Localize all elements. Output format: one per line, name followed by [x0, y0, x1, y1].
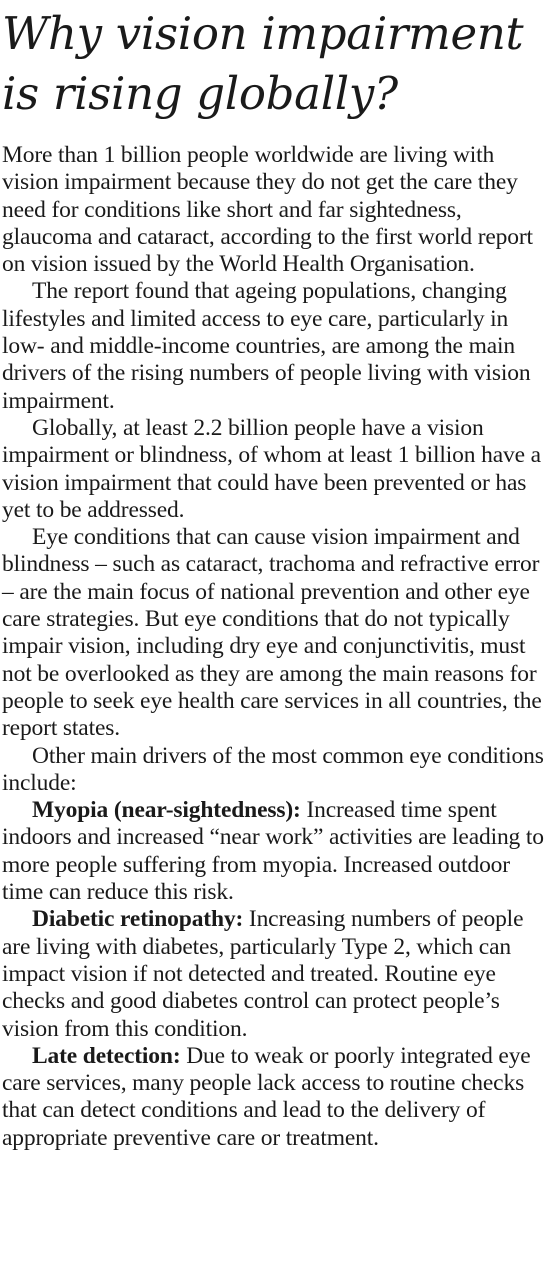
- paragraph-text: Globally, at least 2.2 billion people have a vision impairment or blindness, of whom at least 1 billion have a vision impairment that could have been prevented or has yet to be addressed.: [2, 414, 541, 523]
- paragraph-diabetic-retinopathy: [2, 906, 554, 1042]
- paragraph-text: Increasing numbers of people are living with diabetes, particularly Type 2, which can impact vision if not detected and treated. Routine eye checks and good diabetes control can protect people’s vision from this condition.: [2, 906, 524, 1042]
- paragraph-text: The report found that ageing populations, changing lifestyles and limited access to eye care, particularly in low- and middle-income countries, are among the main drivers of the rising numbers of people living with vision impairment.: [2, 278, 531, 414]
- paragraph-eye-conditions: [2, 524, 554, 742]
- paragraph-other-drivers: [2, 743, 554, 798]
- article-body: [2, 142, 554, 1152]
- paragraph-lead: Diabetic retinopathy:: [32, 906, 244, 933]
- paragraph-text: Due to weak or poorly integrated eye care services, many people lack access to routine checks that can detect conditions and lead to the delivery of appropriate preventive care or treatment.: [2, 1042, 531, 1151]
- paragraph-text: Increased time spent indoors and increased “near work” activities are leading to more people suffering from myopia. Increased outdoor time can reduce this risk.: [2, 797, 544, 906]
- paragraph-lead: Myopia (near-sightedness):: [32, 797, 301, 824]
- paragraph-text: Eye conditions that can cause vision impairment and blindness – such as cataract, trachoma and refractive error – are the main focus of national prevention and other eye care strategies. But eye conditions that do not typically impair vision, including dry eye and conjunctivitis, must not be overlooked as they are among the main reasons for people to seek eye health care services in all countries, the report states.: [2, 524, 542, 742]
- paragraph-intro: [2, 142, 554, 278]
- paragraph-text: Other main drivers of the most common eye conditions include:: [2, 742, 544, 796]
- paragraph-report-findings: [2, 278, 554, 414]
- headline: Why vision impairment is rising globally?: [2, 7, 524, 120]
- paragraph-lead: Late detection:: [32, 1042, 181, 1069]
- paragraph-text: More than 1 billion people worldwide are living with vision impairment because they do not get the care they need for conditions like short and far sightedness, glaucoma and cataract, according to the first world report on vision issued by the World Health Organisation.: [2, 142, 533, 278]
- paragraph-global-figures: [2, 415, 554, 524]
- paragraph-myopia: [2, 797, 554, 906]
- paragraph-late-detection: [2, 1043, 554, 1152]
